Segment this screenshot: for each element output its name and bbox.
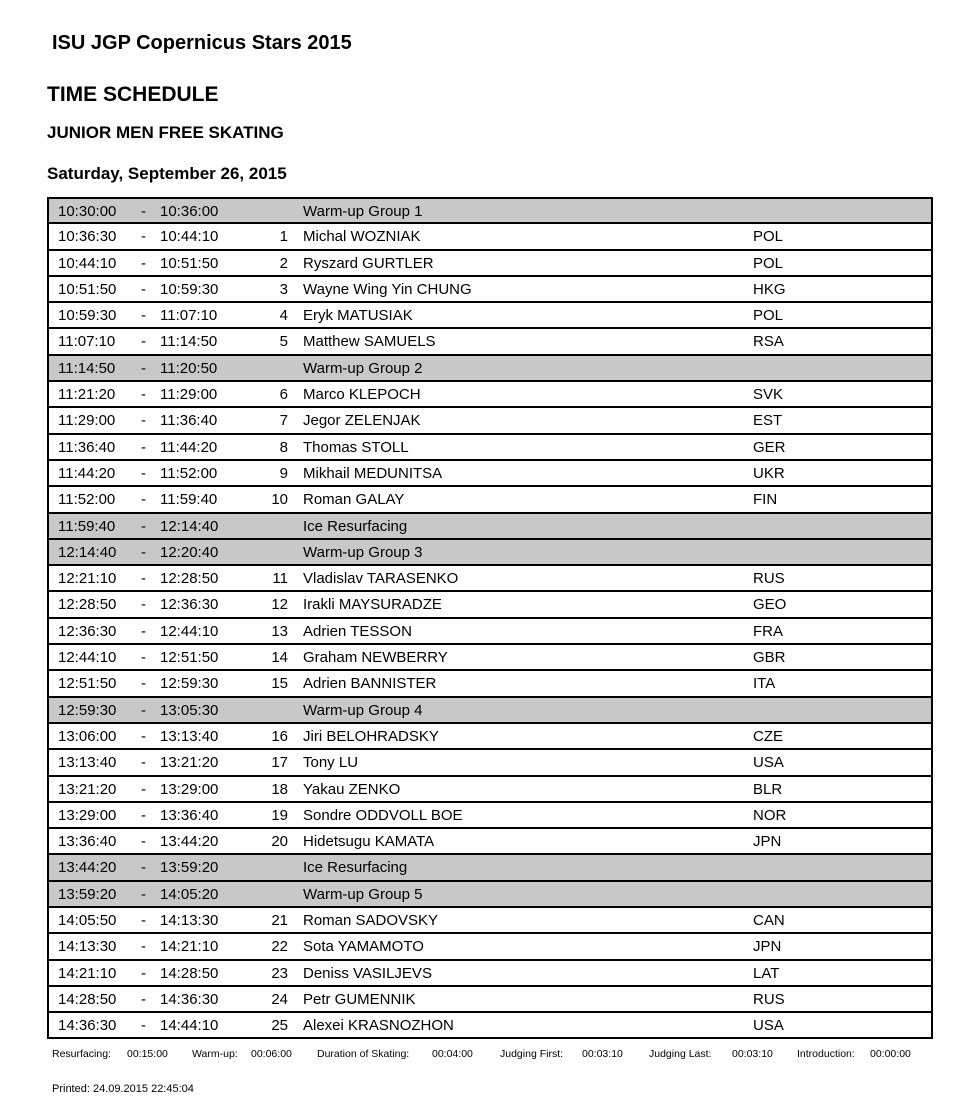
start-time: 14:05:50 bbox=[58, 912, 117, 930]
schedule-skater-row bbox=[47, 223, 933, 249]
judging-first-value: 00:03:10 bbox=[582, 1048, 623, 1060]
skater-name: Mikhail MEDUNITSA bbox=[303, 464, 443, 482]
start-number: 3 bbox=[279, 280, 288, 298]
end-time: 14:05:20 bbox=[160, 885, 219, 903]
start-time: 12:36:30 bbox=[58, 622, 117, 640]
skater-name: Michal WOZNIAK bbox=[303, 228, 421, 246]
start-time: 13:36:40 bbox=[58, 833, 117, 851]
start-number: 20 bbox=[271, 833, 288, 851]
skater-name: Thomas STOLL bbox=[303, 438, 409, 456]
schedule-skater-row bbox=[47, 828, 933, 854]
skater-name: Adrien TESSON bbox=[303, 622, 412, 640]
skater-name: Ice Resurfacing bbox=[303, 517, 408, 535]
end-time: 11:20:50 bbox=[160, 359, 218, 377]
start-time: 12:51:50 bbox=[58, 675, 117, 693]
end-time: 14:36:30 bbox=[160, 990, 219, 1008]
schedule-skater-row bbox=[47, 276, 933, 302]
nation-code: EST bbox=[753, 412, 783, 430]
time-separator: - bbox=[141, 701, 146, 719]
schedule-heading: TIME SCHEDULE bbox=[47, 83, 219, 106]
time-separator: - bbox=[141, 990, 146, 1008]
schedule-skater-row bbox=[47, 250, 933, 276]
skater-name: Alexei KRASNOZHON bbox=[303, 1017, 454, 1035]
start-number: 24 bbox=[271, 990, 288, 1008]
nation-code: JPN bbox=[753, 938, 782, 956]
time-separator: - bbox=[141, 622, 146, 640]
schedule-skater-row bbox=[47, 960, 933, 986]
start-number: 22 bbox=[271, 938, 288, 956]
schedule-skater-row bbox=[47, 723, 933, 749]
start-number: 8 bbox=[279, 438, 288, 456]
time-separator: - bbox=[141, 307, 146, 325]
schedule-skater-row bbox=[47, 302, 933, 328]
time-separator: - bbox=[141, 780, 146, 798]
start-number: 18 bbox=[271, 780, 288, 798]
end-time: 13:29:00 bbox=[160, 780, 219, 798]
skater-name: Jiri BELOHRADSKY bbox=[303, 727, 439, 745]
skater-name: Vladislav TARASENKO bbox=[303, 570, 459, 588]
nation-code: RUS bbox=[753, 570, 785, 588]
schedule-skater-row bbox=[47, 486, 933, 512]
footer-durations bbox=[52, 1048, 932, 1062]
start-time: 13:44:20 bbox=[58, 859, 117, 877]
schedule-skater-row bbox=[47, 644, 933, 670]
nation-code: POL bbox=[753, 254, 784, 272]
start-time: 12:28:50 bbox=[58, 596, 117, 614]
start-time: 11:07:10 bbox=[58, 333, 116, 351]
printed-timestamp: Printed: 24.09.2015 22:45:04 bbox=[52, 1083, 194, 1095]
time-separator: - bbox=[141, 464, 146, 482]
time-separator: - bbox=[141, 859, 146, 877]
start-time: 10:59:30 bbox=[58, 307, 117, 325]
time-separator: - bbox=[141, 254, 146, 272]
start-number: 9 bbox=[279, 464, 288, 482]
nation-code: SVK bbox=[753, 386, 784, 404]
skater-name: Graham NEWBERRY bbox=[303, 649, 448, 667]
time-separator: - bbox=[141, 727, 146, 745]
skater-name: Warm-up Group 1 bbox=[303, 203, 423, 220]
end-time: 10:36:00 bbox=[160, 203, 219, 220]
schedule-skater-row bbox=[47, 407, 933, 433]
skater-name: Yakau ZENKO bbox=[303, 780, 401, 798]
start-number: 11 bbox=[272, 570, 288, 588]
time-separator: - bbox=[141, 596, 146, 614]
start-number: 2 bbox=[279, 254, 288, 272]
start-number: 14 bbox=[271, 649, 288, 667]
time-separator: - bbox=[141, 280, 146, 298]
end-time: 12:51:50 bbox=[160, 649, 219, 667]
end-time: 12:36:30 bbox=[160, 596, 219, 614]
start-time: 12:21:10 bbox=[58, 570, 117, 588]
schedule-break-row bbox=[47, 854, 933, 880]
start-number: 17 bbox=[271, 754, 288, 772]
time-separator: - bbox=[141, 203, 146, 220]
end-time: 11:14:50 bbox=[160, 333, 218, 351]
end-time: 14:13:30 bbox=[160, 912, 219, 930]
start-number: 1 bbox=[279, 228, 288, 246]
nation-code: NOR bbox=[753, 806, 787, 824]
skater-name: Hidetsugu KAMATA bbox=[303, 833, 435, 851]
nation-code: GBR bbox=[753, 649, 786, 667]
schedule-skater-row bbox=[47, 618, 933, 644]
start-time: 13:21:20 bbox=[58, 780, 117, 798]
category-heading: JUNIOR MEN FREE SKATING bbox=[47, 123, 284, 142]
skater-name: Tony LU bbox=[303, 754, 359, 772]
time-separator: - bbox=[141, 491, 146, 509]
start-time: 11:29:00 bbox=[58, 412, 116, 430]
skater-name: Ryszard GURTLER bbox=[303, 254, 434, 272]
start-time: 12:59:30 bbox=[58, 701, 117, 719]
nation-code: ITA bbox=[753, 675, 776, 693]
start-number: 25 bbox=[271, 1017, 288, 1035]
nation-code: RSA bbox=[753, 333, 784, 351]
warmup-value: 00:06:00 bbox=[251, 1048, 292, 1060]
start-number: 6 bbox=[279, 386, 288, 404]
skater-name: Warm-up Group 4 bbox=[303, 701, 423, 719]
nation-code: JPN bbox=[753, 833, 782, 851]
nation-code: POL bbox=[753, 307, 784, 325]
schedule-skater-row bbox=[47, 802, 933, 828]
start-time: 11:59:40 bbox=[58, 517, 116, 535]
start-time: 11:52:00 bbox=[58, 491, 116, 509]
schedule-skater-row bbox=[47, 670, 933, 696]
start-time: 11:21:20 bbox=[58, 386, 116, 404]
resurfacing-label: Resurfacing: bbox=[52, 1048, 111, 1060]
schedule-skater-row bbox=[47, 776, 933, 802]
skater-name: Deniss VASILJEVS bbox=[303, 964, 432, 982]
skater-name: Matthew SAMUELS bbox=[303, 333, 436, 351]
time-separator: - bbox=[141, 359, 146, 377]
nation-code: USA bbox=[753, 1017, 784, 1035]
start-time: 10:44:10 bbox=[58, 254, 117, 272]
start-number: 13 bbox=[271, 622, 288, 640]
start-time: 13:06:00 bbox=[58, 727, 117, 745]
time-separator: - bbox=[141, 912, 146, 930]
end-time: 11:36:40 bbox=[160, 412, 218, 430]
schedule-table bbox=[47, 197, 933, 1039]
skater-name: Irakli MAYSURADZE bbox=[303, 596, 442, 614]
end-time: 12:44:10 bbox=[160, 622, 219, 640]
skater-name: Eryk MATUSIAK bbox=[303, 307, 413, 325]
time-separator: - bbox=[141, 386, 146, 404]
time-separator: - bbox=[141, 438, 146, 456]
nation-code: HKG bbox=[753, 280, 786, 298]
introduction-value: 00:00:00 bbox=[870, 1048, 911, 1060]
time-separator: - bbox=[141, 649, 146, 667]
end-time: 13:44:20 bbox=[160, 833, 219, 851]
end-time: 12:14:40 bbox=[160, 517, 219, 535]
start-number: 12 bbox=[271, 596, 288, 614]
time-separator: - bbox=[141, 675, 146, 693]
schedule-skater-row bbox=[47, 328, 933, 354]
schedule-break-row bbox=[47, 539, 933, 565]
end-time: 10:44:10 bbox=[160, 228, 219, 246]
nation-code: FIN bbox=[753, 491, 778, 509]
start-number: 10 bbox=[271, 491, 288, 509]
start-number: 15 bbox=[271, 675, 288, 693]
start-time: 13:59:20 bbox=[58, 885, 117, 903]
nation-code: USA bbox=[753, 754, 784, 772]
end-time: 10:51:50 bbox=[160, 254, 219, 272]
nation-code: BLR bbox=[753, 780, 783, 798]
nation-code: FRA bbox=[753, 622, 783, 640]
skater-name: Warm-up Group 3 bbox=[303, 543, 423, 561]
skater-name: Roman SADOVSKY bbox=[303, 912, 439, 930]
start-time: 14:36:30 bbox=[58, 1017, 117, 1035]
end-time: 11:44:20 bbox=[160, 438, 218, 456]
end-time: 11:52:00 bbox=[160, 464, 218, 482]
schedule-skater-row bbox=[47, 460, 933, 486]
start-time: 11:36:40 bbox=[58, 438, 116, 456]
start-time: 14:21:10 bbox=[58, 964, 117, 982]
time-separator: - bbox=[141, 754, 146, 772]
time-separator: - bbox=[141, 333, 146, 351]
nation-code: CAN bbox=[753, 912, 785, 930]
end-time: 11:07:10 bbox=[160, 307, 218, 325]
end-time: 10:59:30 bbox=[160, 280, 219, 298]
time-separator: - bbox=[141, 885, 146, 903]
start-number: 4 bbox=[279, 307, 288, 325]
end-time: 11:59:40 bbox=[160, 491, 218, 509]
start-number: 21 bbox=[271, 912, 288, 930]
skater-name: Adrien BANNISTER bbox=[303, 675, 437, 693]
event-title: ISU JGP Copernicus Stars 2015 bbox=[52, 32, 352, 54]
start-time: 13:13:40 bbox=[58, 754, 117, 772]
judging-last-value: 00:03:10 bbox=[732, 1048, 773, 1060]
skater-name: Petr GUMENNIK bbox=[303, 990, 416, 1008]
time-separator: - bbox=[141, 806, 146, 824]
time-separator: - bbox=[141, 543, 146, 561]
schedule-skater-row bbox=[47, 749, 933, 775]
nation-code: CZE bbox=[753, 727, 783, 745]
time-separator: - bbox=[141, 517, 146, 535]
start-time: 10:36:30 bbox=[58, 228, 117, 246]
start-number: 19 bbox=[271, 806, 288, 824]
schedule-break-row bbox=[47, 513, 933, 539]
time-separator: - bbox=[141, 964, 146, 982]
date-heading: Saturday, September 26, 2015 bbox=[47, 164, 287, 183]
skater-name: Ice Resurfacing bbox=[303, 859, 408, 877]
schedule-break-row bbox=[47, 697, 933, 723]
schedule-skater-row bbox=[47, 986, 933, 1012]
resurfacing-value: 00:15:00 bbox=[127, 1048, 168, 1060]
time-separator: - bbox=[141, 570, 146, 588]
skater-name: Warm-up Group 5 bbox=[303, 885, 423, 903]
start-number: 5 bbox=[279, 333, 288, 351]
skater-name: Roman GALAY bbox=[303, 491, 405, 509]
duration-value: 00:04:00 bbox=[432, 1048, 473, 1060]
duration-label: Duration of Skating: bbox=[317, 1048, 410, 1060]
skater-name: Sota YAMAMOTO bbox=[303, 938, 424, 956]
end-time: 13:21:20 bbox=[160, 754, 219, 772]
schedule-skater-row bbox=[47, 591, 933, 617]
skater-name: Sondre ODDVOLL BOE bbox=[303, 806, 463, 824]
end-time: 14:28:50 bbox=[160, 964, 219, 982]
schedule-skater-row bbox=[47, 434, 933, 460]
schedule-skater-row bbox=[47, 1012, 933, 1038]
start-time: 10:30:00 bbox=[58, 203, 117, 220]
warmup-label: Warm-up: bbox=[192, 1048, 238, 1060]
start-time: 14:28:50 bbox=[58, 990, 117, 1008]
start-time: 11:44:20 bbox=[58, 464, 116, 482]
end-time: 14:21:10 bbox=[160, 938, 219, 956]
end-time: 13:36:40 bbox=[160, 806, 219, 824]
end-time: 12:20:40 bbox=[160, 543, 219, 561]
schedule-break-row bbox=[47, 881, 933, 907]
time-separator: - bbox=[141, 938, 146, 956]
schedule-break-row bbox=[47, 197, 933, 223]
schedule-skater-row bbox=[47, 933, 933, 959]
schedule-skater-row bbox=[47, 907, 933, 933]
start-number: 7 bbox=[279, 412, 288, 430]
skater-name: Wayne Wing Yin CHUNG bbox=[303, 280, 472, 298]
nation-code: POL bbox=[753, 228, 784, 246]
time-separator: - bbox=[141, 833, 146, 851]
schedule-skater-row bbox=[47, 381, 933, 407]
start-number: 23 bbox=[271, 964, 288, 982]
end-time: 13:13:40 bbox=[160, 727, 219, 745]
end-time: 14:44:10 bbox=[160, 1017, 219, 1035]
time-separator: - bbox=[141, 228, 146, 246]
end-time: 13:59:20 bbox=[160, 859, 219, 877]
start-time: 11:14:50 bbox=[58, 359, 116, 377]
end-time: 12:28:50 bbox=[160, 570, 219, 588]
start-number: 16 bbox=[271, 727, 288, 745]
nation-code: LAT bbox=[753, 964, 780, 982]
skater-name: Marco KLEPOCH bbox=[303, 386, 421, 404]
time-separator: - bbox=[141, 1017, 146, 1035]
introduction-label: Introduction: bbox=[797, 1048, 855, 1060]
schedule-skater-row bbox=[47, 565, 933, 591]
skater-name: Warm-up Group 2 bbox=[303, 359, 423, 377]
start-time: 12:14:40 bbox=[58, 543, 117, 561]
start-time: 10:51:50 bbox=[58, 280, 117, 298]
nation-code: GEO bbox=[753, 596, 787, 614]
skater-name: Jegor ZELENJAK bbox=[303, 412, 421, 430]
time-separator: - bbox=[141, 412, 146, 430]
nation-code: UKR bbox=[753, 464, 785, 482]
nation-code: GER bbox=[753, 438, 786, 456]
start-time: 13:29:00 bbox=[58, 806, 117, 824]
end-time: 11:29:00 bbox=[160, 386, 218, 404]
start-time: 12:44:10 bbox=[58, 649, 117, 667]
judging-last-label: Judging Last: bbox=[649, 1048, 712, 1060]
judging-first-label: Judging First: bbox=[500, 1048, 564, 1060]
start-time: 14:13:30 bbox=[58, 938, 117, 956]
end-time: 13:05:30 bbox=[160, 701, 219, 719]
end-time: 12:59:30 bbox=[160, 675, 219, 693]
nation-code: RUS bbox=[753, 990, 785, 1008]
schedule-break-row bbox=[47, 355, 933, 381]
